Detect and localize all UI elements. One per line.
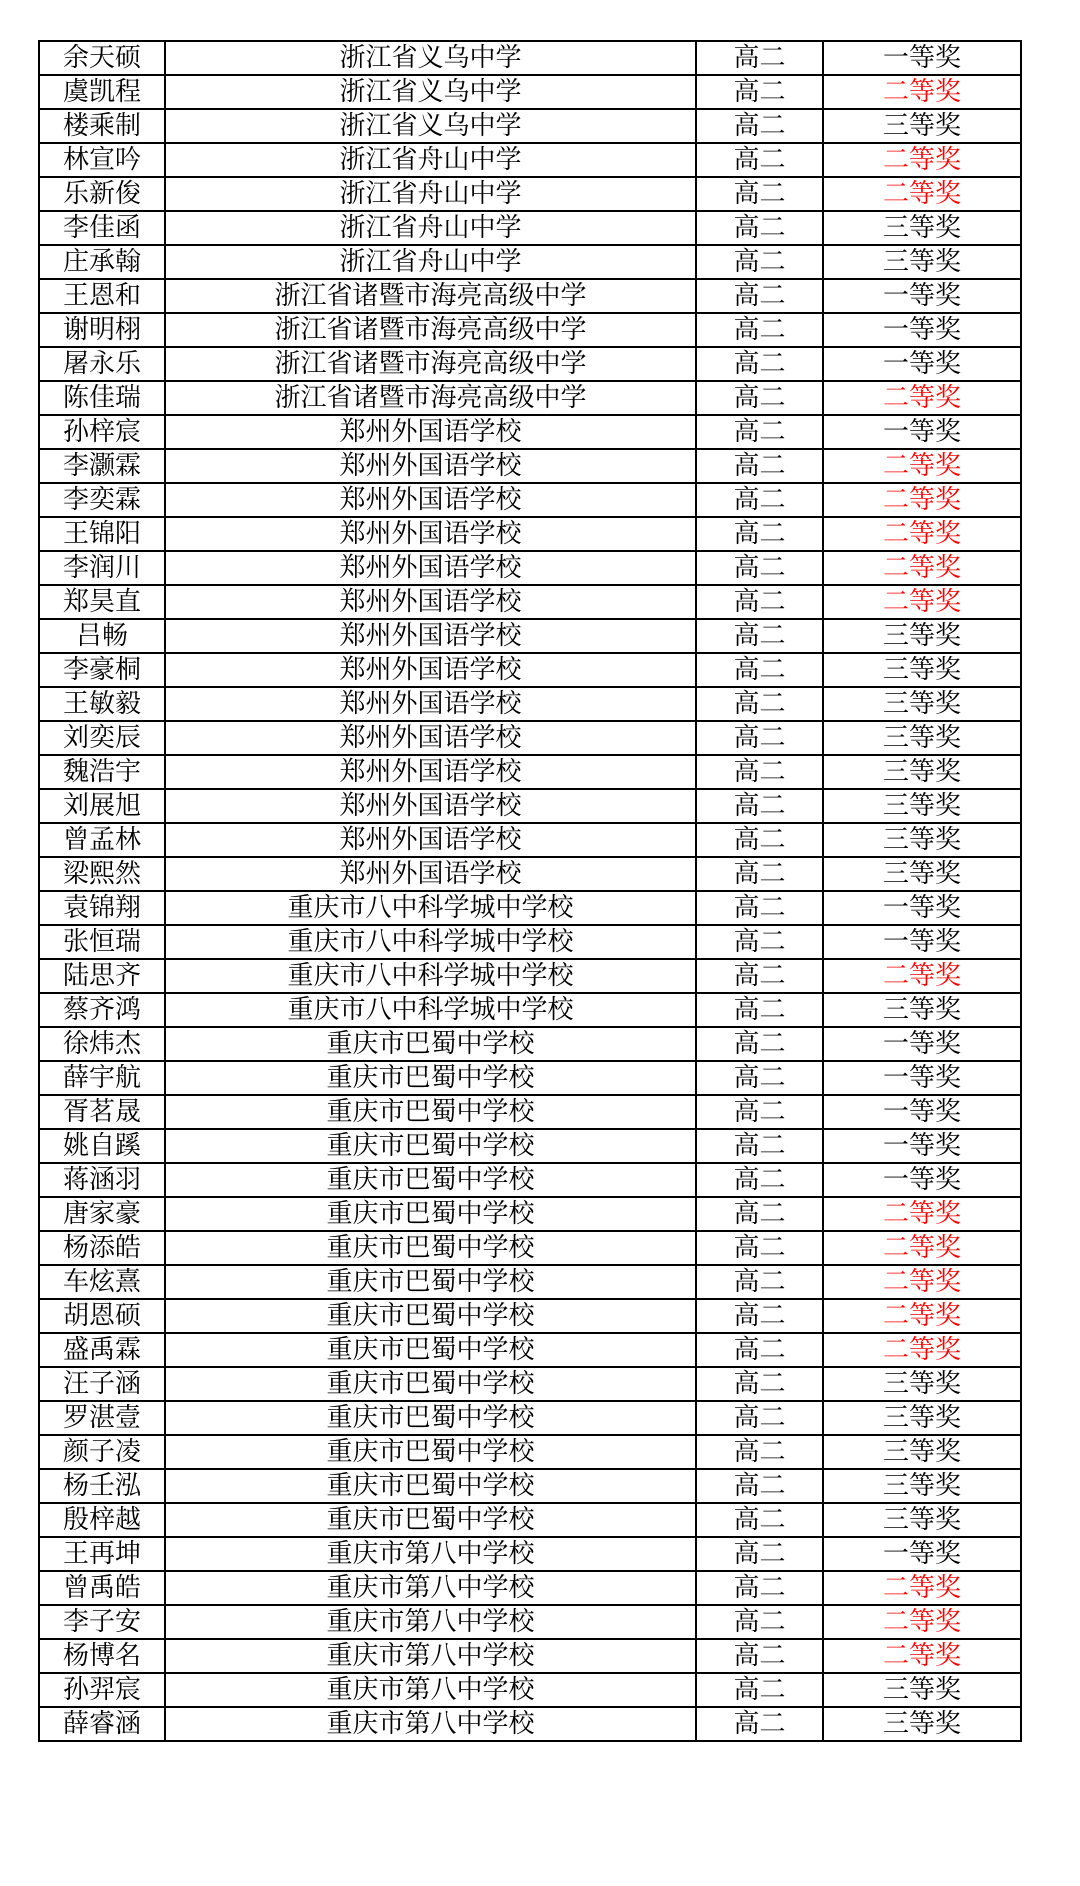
student-name-cell: 曾禹皓 — [39, 1571, 165, 1605]
table-row — [39, 1503, 1021, 1537]
grade-cell: 高二 — [696, 1129, 823, 1163]
table-row — [39, 925, 1021, 959]
school-cell: 郑州外国语学校 — [165, 449, 696, 483]
student-name-cell: 王锦阳 — [39, 517, 165, 551]
student-name-cell: 余天硕 — [39, 41, 165, 75]
student-name-cell: 郑昊直 — [39, 585, 165, 619]
school-cell: 重庆市第八中学校 — [165, 1537, 696, 1571]
table-row — [39, 1299, 1021, 1333]
award-cell: 三等奖 — [823, 1435, 1021, 1469]
grade-cell: 高二 — [696, 1639, 823, 1673]
award-cell: 一等奖 — [823, 347, 1021, 381]
award-cell: 三等奖 — [823, 653, 1021, 687]
student-name-cell: 刘奕辰 — [39, 721, 165, 755]
award-cell: 一等奖 — [823, 1027, 1021, 1061]
grade-cell: 高二 — [696, 245, 823, 279]
school-cell: 重庆市巴蜀中学校 — [165, 1367, 696, 1401]
school-cell: 重庆市巴蜀中学校 — [165, 1163, 696, 1197]
grade-cell: 高二 — [696, 1673, 823, 1707]
table-row — [39, 959, 1021, 993]
award-cell: 二等奖 — [823, 1265, 1021, 1299]
grade-cell: 高二 — [696, 41, 823, 75]
award-table-body — [39, 41, 1021, 1741]
grade-cell: 高二 — [696, 1197, 823, 1231]
school-cell: 郑州外国语学校 — [165, 721, 696, 755]
grade-cell: 高二 — [696, 891, 823, 925]
student-name-cell: 陈佳瑞 — [39, 381, 165, 415]
school-cell: 郑州外国语学校 — [165, 619, 696, 653]
grade-cell: 高二 — [696, 1061, 823, 1095]
school-cell: 郑州外国语学校 — [165, 823, 696, 857]
award-cell: 三等奖 — [823, 109, 1021, 143]
school-cell: 浙江省舟山中学 — [165, 143, 696, 177]
school-cell: 重庆市第八中学校 — [165, 1605, 696, 1639]
table-row — [39, 1537, 1021, 1571]
award-cell: 二等奖 — [823, 1571, 1021, 1605]
school-cell: 重庆市巴蜀中学校 — [165, 1027, 696, 1061]
table-row — [39, 1129, 1021, 1163]
school-cell: 重庆市八中科学城中学校 — [165, 993, 696, 1027]
award-cell: 二等奖 — [823, 1197, 1021, 1231]
grade-cell: 高二 — [696, 585, 823, 619]
award-cell: 三等奖 — [823, 789, 1021, 823]
table-row — [39, 551, 1021, 585]
table-row — [39, 1061, 1021, 1095]
school-cell: 重庆市巴蜀中学校 — [165, 1129, 696, 1163]
table-row — [39, 1333, 1021, 1367]
school-cell: 郑州外国语学校 — [165, 483, 696, 517]
school-cell: 郑州外国语学校 — [165, 857, 696, 891]
table-row — [39, 381, 1021, 415]
grade-cell: 高二 — [696, 347, 823, 381]
award-cell: 一等奖 — [823, 415, 1021, 449]
grade-cell: 高二 — [696, 381, 823, 415]
school-cell: 浙江省诸暨市海亮高级中学 — [165, 381, 696, 415]
student-name-cell: 徐炜杰 — [39, 1027, 165, 1061]
school-cell: 重庆市第八中学校 — [165, 1673, 696, 1707]
student-name-cell: 罗湛壹 — [39, 1401, 165, 1435]
award-cell: 二等奖 — [823, 517, 1021, 551]
school-cell: 浙江省舟山中学 — [165, 211, 696, 245]
award-cell: 三等奖 — [823, 721, 1021, 755]
award-cell: 一等奖 — [823, 925, 1021, 959]
grade-cell: 高二 — [696, 823, 823, 857]
school-cell: 浙江省舟山中学 — [165, 177, 696, 211]
award-cell: 三等奖 — [823, 211, 1021, 245]
school-cell: 浙江省诸暨市海亮高级中学 — [165, 347, 696, 381]
school-cell: 重庆市巴蜀中学校 — [165, 1469, 696, 1503]
student-name-cell: 姚自蹊 — [39, 1129, 165, 1163]
grade-cell: 高二 — [696, 1503, 823, 1537]
grade-cell: 高二 — [696, 75, 823, 109]
grade-cell: 高二 — [696, 925, 823, 959]
student-name-cell: 李灏霖 — [39, 449, 165, 483]
student-name-cell: 孙梓宸 — [39, 415, 165, 449]
school-cell: 郑州外国语学校 — [165, 653, 696, 687]
student-name-cell: 殷梓越 — [39, 1503, 165, 1537]
grade-cell: 高二 — [696, 551, 823, 585]
school-cell: 重庆市八中科学城中学校 — [165, 925, 696, 959]
award-cell: 二等奖 — [823, 449, 1021, 483]
table-row — [39, 449, 1021, 483]
table-row — [39, 75, 1021, 109]
table-row — [39, 143, 1021, 177]
grade-cell: 高二 — [696, 1231, 823, 1265]
grade-cell: 高二 — [696, 1027, 823, 1061]
table-row — [39, 653, 1021, 687]
school-cell: 重庆市巴蜀中学校 — [165, 1333, 696, 1367]
grade-cell: 高二 — [696, 1265, 823, 1299]
table-row — [39, 1027, 1021, 1061]
award-cell: 三等奖 — [823, 857, 1021, 891]
student-name-cell: 唐家豪 — [39, 1197, 165, 1231]
grade-cell: 高二 — [696, 619, 823, 653]
grade-cell: 高二 — [696, 789, 823, 823]
school-cell: 重庆市巴蜀中学校 — [165, 1435, 696, 1469]
award-cell: 二等奖 — [823, 585, 1021, 619]
award-cell: 二等奖 — [823, 959, 1021, 993]
award-table — [38, 40, 1022, 1742]
school-cell: 重庆市巴蜀中学校 — [165, 1231, 696, 1265]
table-row — [39, 721, 1021, 755]
table-row — [39, 41, 1021, 75]
student-name-cell: 王再坤 — [39, 1537, 165, 1571]
award-cell: 三等奖 — [823, 755, 1021, 789]
grade-cell: 高二 — [696, 177, 823, 211]
student-name-cell: 乐新俊 — [39, 177, 165, 211]
grade-cell: 高二 — [696, 653, 823, 687]
grade-cell: 高二 — [696, 1401, 823, 1435]
student-name-cell: 屠永乐 — [39, 347, 165, 381]
grade-cell: 高二 — [696, 1367, 823, 1401]
award-cell: 二等奖 — [823, 143, 1021, 177]
student-name-cell: 汪子涵 — [39, 1367, 165, 1401]
student-name-cell: 庄承翰 — [39, 245, 165, 279]
student-name-cell: 谢明栩 — [39, 313, 165, 347]
table-row — [39, 1707, 1021, 1741]
school-cell: 郑州外国语学校 — [165, 585, 696, 619]
school-cell: 重庆市巴蜀中学校 — [165, 1503, 696, 1537]
table-row — [39, 1401, 1021, 1435]
award-cell: 三等奖 — [823, 823, 1021, 857]
student-name-cell: 李佳函 — [39, 211, 165, 245]
table-row — [39, 755, 1021, 789]
student-name-cell: 林宣吟 — [39, 143, 165, 177]
award-cell: 一等奖 — [823, 1129, 1021, 1163]
table-row — [39, 279, 1021, 313]
student-name-cell: 车炫熹 — [39, 1265, 165, 1299]
table-row — [39, 1673, 1021, 1707]
student-name-cell: 楼乘制 — [39, 109, 165, 143]
table-row — [39, 687, 1021, 721]
grade-cell: 高二 — [696, 1469, 823, 1503]
student-name-cell: 陆思齐 — [39, 959, 165, 993]
table-row — [39, 1095, 1021, 1129]
grade-cell: 高二 — [696, 1299, 823, 1333]
award-cell: 二等奖 — [823, 1231, 1021, 1265]
table-row — [39, 1231, 1021, 1265]
student-name-cell: 盛禹霖 — [39, 1333, 165, 1367]
grade-cell: 高二 — [696, 313, 823, 347]
student-name-cell: 李奕霖 — [39, 483, 165, 517]
table-row — [39, 1469, 1021, 1503]
school-cell: 郑州外国语学校 — [165, 517, 696, 551]
award-cell: 一等奖 — [823, 1163, 1021, 1197]
student-name-cell: 虞凯程 — [39, 75, 165, 109]
student-name-cell: 李润川 — [39, 551, 165, 585]
grade-cell: 高二 — [696, 857, 823, 891]
award-cell: 三等奖 — [823, 1707, 1021, 1741]
table-row — [39, 1571, 1021, 1605]
school-cell: 重庆市巴蜀中学校 — [165, 1299, 696, 1333]
student-name-cell: 李子安 — [39, 1605, 165, 1639]
school-cell: 郑州外国语学校 — [165, 789, 696, 823]
grade-cell: 高二 — [696, 415, 823, 449]
student-name-cell: 颜子凌 — [39, 1435, 165, 1469]
grade-cell: 高二 — [696, 959, 823, 993]
award-cell: 二等奖 — [823, 551, 1021, 585]
school-cell: 浙江省义乌中学 — [165, 75, 696, 109]
student-name-cell: 曾孟林 — [39, 823, 165, 857]
school-cell: 重庆市八中科学城中学校 — [165, 959, 696, 993]
table-row — [39, 789, 1021, 823]
school-cell: 重庆市第八中学校 — [165, 1707, 696, 1741]
award-cell: 二等奖 — [823, 1605, 1021, 1639]
award-cell: 二等奖 — [823, 75, 1021, 109]
student-name-cell: 王敏毅 — [39, 687, 165, 721]
table-row — [39, 1639, 1021, 1673]
grade-cell: 高二 — [696, 687, 823, 721]
grade-cell: 高二 — [696, 1707, 823, 1741]
school-cell: 重庆市第八中学校 — [165, 1639, 696, 1673]
grade-cell: 高二 — [696, 1333, 823, 1367]
table-row — [39, 313, 1021, 347]
table-row — [39, 857, 1021, 891]
table-row — [39, 245, 1021, 279]
grade-cell: 高二 — [696, 1605, 823, 1639]
award-cell: 三等奖 — [823, 1673, 1021, 1707]
table-row — [39, 109, 1021, 143]
student-name-cell: 孙羿宸 — [39, 1673, 165, 1707]
school-cell: 郑州外国语学校 — [165, 415, 696, 449]
grade-cell: 高二 — [696, 755, 823, 789]
grade-cell: 高二 — [696, 1095, 823, 1129]
student-name-cell: 蔡齐鸿 — [39, 993, 165, 1027]
school-cell: 浙江省诸暨市海亮高级中学 — [165, 279, 696, 313]
table-row — [39, 483, 1021, 517]
school-cell: 重庆市巴蜀中学校 — [165, 1401, 696, 1435]
award-cell: 三等奖 — [823, 245, 1021, 279]
school-cell: 浙江省诸暨市海亮高级中学 — [165, 313, 696, 347]
student-name-cell: 刘展旭 — [39, 789, 165, 823]
student-name-cell: 李豪桐 — [39, 653, 165, 687]
table-row — [39, 993, 1021, 1027]
table-row — [39, 1265, 1021, 1299]
student-name-cell: 胥茗晟 — [39, 1095, 165, 1129]
award-cell: 二等奖 — [823, 483, 1021, 517]
school-cell: 重庆市巴蜀中学校 — [165, 1265, 696, 1299]
school-cell: 浙江省舟山中学 — [165, 245, 696, 279]
school-cell: 郑州外国语学校 — [165, 551, 696, 585]
school-cell: 郑州外国语学校 — [165, 755, 696, 789]
table-row — [39, 619, 1021, 653]
table-row — [39, 1605, 1021, 1639]
grade-cell: 高二 — [696, 993, 823, 1027]
student-name-cell: 魏浩宇 — [39, 755, 165, 789]
student-name-cell: 杨添皓 — [39, 1231, 165, 1265]
table-row — [39, 415, 1021, 449]
award-cell: 二等奖 — [823, 177, 1021, 211]
school-cell: 郑州外国语学校 — [165, 687, 696, 721]
table-row — [39, 517, 1021, 551]
grade-cell: 高二 — [696, 1435, 823, 1469]
school-cell: 重庆市巴蜀中学校 — [165, 1095, 696, 1129]
award-cell: 一等奖 — [823, 891, 1021, 925]
award-cell: 三等奖 — [823, 687, 1021, 721]
award-cell: 三等奖 — [823, 1503, 1021, 1537]
grade-cell: 高二 — [696, 211, 823, 245]
award-cell: 一等奖 — [823, 1095, 1021, 1129]
student-name-cell: 张恒瑞 — [39, 925, 165, 959]
grade-cell: 高二 — [696, 483, 823, 517]
award-cell: 一等奖 — [823, 1537, 1021, 1571]
student-name-cell: 蒋涵羽 — [39, 1163, 165, 1197]
student-name-cell: 杨壬泓 — [39, 1469, 165, 1503]
table-row — [39, 891, 1021, 925]
award-cell: 一等奖 — [823, 279, 1021, 313]
school-cell: 浙江省义乌中学 — [165, 109, 696, 143]
award-cell: 三等奖 — [823, 1367, 1021, 1401]
table-row — [39, 585, 1021, 619]
student-name-cell: 杨博名 — [39, 1639, 165, 1673]
grade-cell: 高二 — [696, 109, 823, 143]
award-cell: 二等奖 — [823, 1639, 1021, 1673]
school-cell: 浙江省义乌中学 — [165, 41, 696, 75]
table-row — [39, 1197, 1021, 1231]
school-cell: 重庆市八中科学城中学校 — [165, 891, 696, 925]
grade-cell: 高二 — [696, 449, 823, 483]
grade-cell: 高二 — [696, 1571, 823, 1605]
award-cell: 二等奖 — [823, 381, 1021, 415]
award-cell: 三等奖 — [823, 1401, 1021, 1435]
award-cell: 二等奖 — [823, 1299, 1021, 1333]
student-name-cell: 吕畅 — [39, 619, 165, 653]
award-cell: 三等奖 — [823, 619, 1021, 653]
award-cell: 一等奖 — [823, 1061, 1021, 1095]
grade-cell: 高二 — [696, 143, 823, 177]
table-row — [39, 177, 1021, 211]
award-cell: 二等奖 — [823, 1333, 1021, 1367]
table-row — [39, 211, 1021, 245]
student-name-cell: 薛睿涵 — [39, 1707, 165, 1741]
grade-cell: 高二 — [696, 279, 823, 313]
school-cell: 重庆市巴蜀中学校 — [165, 1061, 696, 1095]
grade-cell: 高二 — [696, 517, 823, 551]
table-row — [39, 1367, 1021, 1401]
table-row — [39, 823, 1021, 857]
student-name-cell: 王恩和 — [39, 279, 165, 313]
grade-cell: 高二 — [696, 1163, 823, 1197]
award-cell: 三等奖 — [823, 1469, 1021, 1503]
student-name-cell: 袁锦翔 — [39, 891, 165, 925]
award-cell: 三等奖 — [823, 993, 1021, 1027]
school-cell: 重庆市巴蜀中学校 — [165, 1197, 696, 1231]
table-row — [39, 347, 1021, 381]
student-name-cell: 梁熙然 — [39, 857, 165, 891]
student-name-cell: 胡恩硕 — [39, 1299, 165, 1333]
grade-cell: 高二 — [696, 1537, 823, 1571]
award-cell: 一等奖 — [823, 41, 1021, 75]
school-cell: 重庆市第八中学校 — [165, 1571, 696, 1605]
table-row — [39, 1163, 1021, 1197]
table-row — [39, 1435, 1021, 1469]
student-name-cell: 薛宇航 — [39, 1061, 165, 1095]
grade-cell: 高二 — [696, 721, 823, 755]
award-cell: 一等奖 — [823, 313, 1021, 347]
